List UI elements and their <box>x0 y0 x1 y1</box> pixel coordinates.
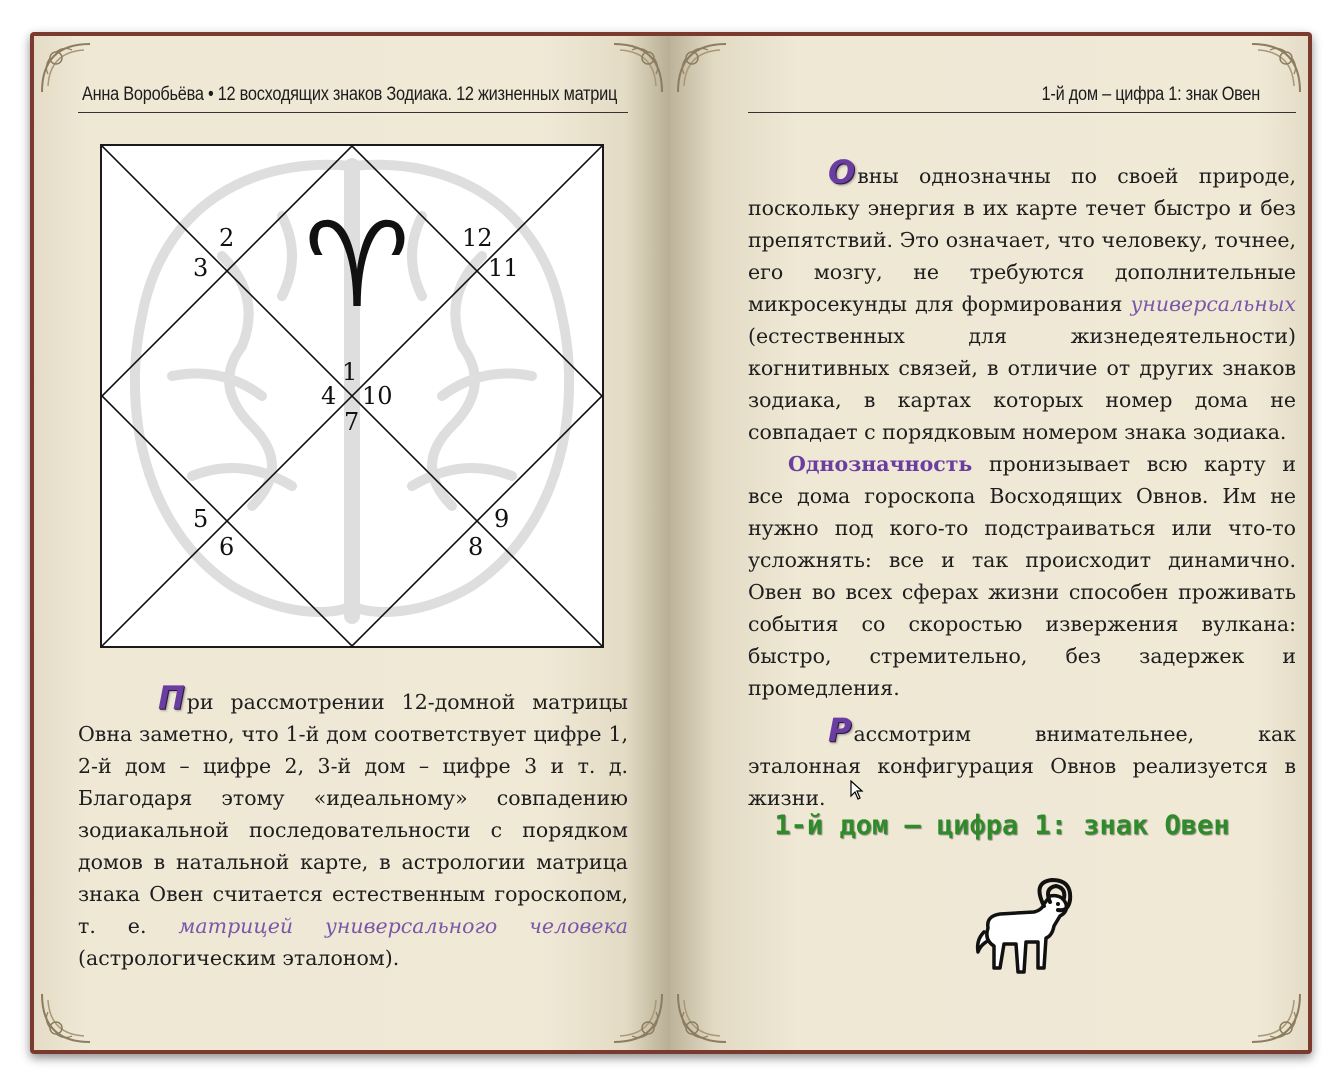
paragraph-text: ассмотрим внимательнее, как эталонная конфигурация Овнов реализуется в жизни. <box>748 722 1296 810</box>
house-number-10: 10 <box>362 382 393 410</box>
house-number-8: 8 <box>468 533 484 561</box>
house-number-1: 1 <box>342 358 358 386</box>
right-page[interactable] <box>670 36 1308 1050</box>
paragraph-text: (астрологическим эталоном). <box>78 946 400 970</box>
emphasis-text: матрицей универсального человека <box>178 914 628 938</box>
house-number-4: 4 <box>321 382 337 410</box>
paragraph-text: пронизывает всю карту и все дома гороскопа Восходящих Овнов. Им не нужно под кого-то подстраиваться или что-то усложнять: все и так происходит динамично. Овен во всех сферах жизни способен проживать события со скоростью извержения вулкана: быстро, стремительно, без задержек и промедления. <box>748 452 1296 700</box>
right-paragraph-1 <box>748 153 1296 448</box>
house-number-9: 9 <box>494 505 510 533</box>
house-number-3: 3 <box>193 254 209 282</box>
running-head-left: Анна Воробьёва • 12 восходящих знаков Зодиака. 12 жизненных матриц <box>82 84 618 105</box>
left-page[interactable] <box>34 36 671 1050</box>
ornament-corner-bottom-right-icon <box>610 990 666 1046</box>
natal-chart <box>100 144 604 648</box>
ornament-corner-bottom-left-icon <box>674 990 730 1046</box>
ornament-corner-bottom-right-icon <box>1248 990 1304 1046</box>
section-subtitle: 1-й дом – цифра 1: знак Овен <box>774 810 1230 841</box>
paragraph-text: ри рассмотрении 12-домной матрицы Овна заметно, что 1-й дом соответствует цифре 1, 2-й дом – цифре 2, 3-й дом – цифре 3 и т. д. Благодаря этому «идеальному» совпадению зодиакальной последовательности с порядком домов в натальной карте, в астрологии матрица знака Овен считается естественным гороскопом, т. е. <box>78 690 628 938</box>
dropcap: П <box>158 679 185 717</box>
book <box>30 32 1312 1054</box>
right-paragraph-3 <box>748 711 1296 814</box>
paragraph-text: вны однозначны по своей природе, поскольку энергия в их карте течет быстро и без препятствий. Это означает, что человеку, точнее, его мозгу, не требуются дополнительные микросекунды для формирования <box>748 164 1296 316</box>
house-number-12: 12 <box>462 224 493 252</box>
house-number-6: 6 <box>219 533 235 561</box>
ornament-corner-bottom-left-icon <box>38 990 94 1046</box>
paragraph-text: (естественных для жизнедеятельности) когнитивных связей, в отличие от других знаков зодиака, в картах которых номер дома не совпадает с порядковым номером знака зодиака. <box>748 324 1296 444</box>
house-number-5: 5 <box>193 505 209 533</box>
house-number-2: 2 <box>219 224 235 252</box>
dropcap: О <box>828 153 856 191</box>
house-number-11: 11 <box>488 254 519 282</box>
strong-text: Однозначность <box>788 452 973 476</box>
house-number-7: 7 <box>344 408 360 436</box>
ram-icon <box>970 876 1080 986</box>
aries-glyph-icon: ♈ <box>304 196 410 334</box>
dropcap: Р <box>828 711 852 749</box>
ornament-corner-top-right-icon <box>610 40 666 96</box>
right-paragraph-2 <box>748 448 1296 704</box>
ornament-corner-top-left-icon <box>674 40 730 96</box>
running-head-rule <box>748 112 1296 113</box>
left-paragraph <box>78 679 628 974</box>
running-head-rule <box>78 112 628 113</box>
emphasis-text: универсальных <box>1130 292 1296 316</box>
mouse-cursor-icon <box>850 780 864 800</box>
running-head-right: 1-й дом – цифра 1: знак Овен <box>1041 84 1260 105</box>
